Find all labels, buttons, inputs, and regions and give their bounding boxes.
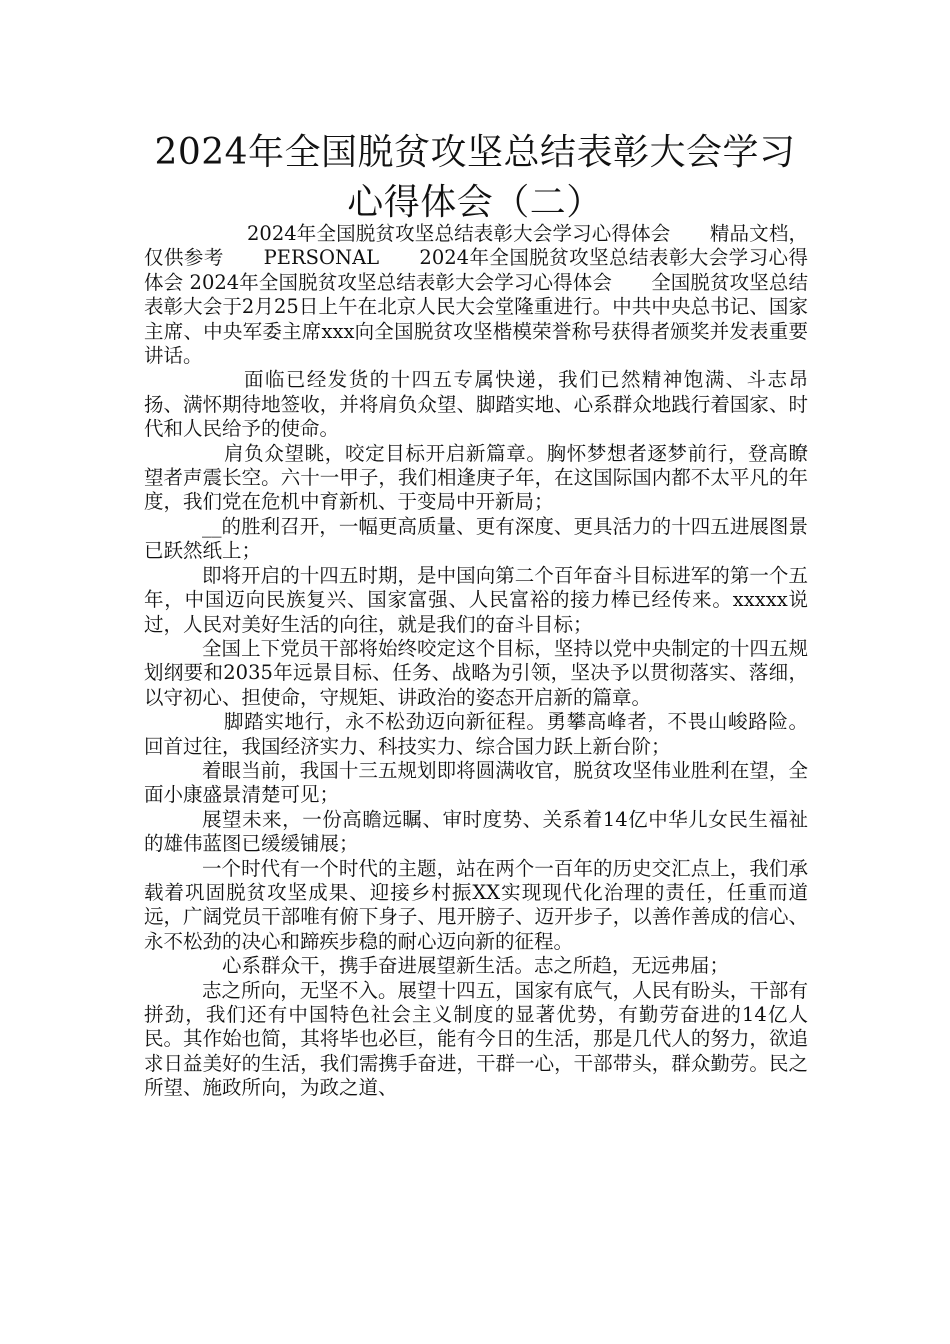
paragraph-10: 一个时代有一个时代的主题，站在两个一百年的历史交汇点上，我们承载着巩固脱贫攻坚成果、迎接乡村振XX实现现代化治理的责任，任重而道远，广阔党员干部唯有俯下身子、甩开膀子、迈开步子，以善作善成的信心、永不松劲的决心和蹄疾步稳的耐心迈向新的征程。	[144, 856, 808, 953]
paragraph-5: 即将开启的十四五时期，是中国向第二个百年奋斗目标进军的第一个五年，中国迈向民族复兴、国家富强、人民富裕的接力棒已经传来。xxxxx说过，人民对美好生活的向往，就是我们的奋斗目标；	[144, 563, 808, 636]
paragraph-4: __的胜利召开，一幅更高质量、更有深度、更具活力的十四五进展图景已跃然纸上；	[144, 514, 808, 563]
paragraph-1: 2024年全国脱贫攻坚总结表彰大会学习心得体会 精品文档，仅供参考 PERSONAL 2024年全国脱贫攻坚总结表彰大会学习心得体会 2024年全国脱贫攻坚总结表彰大会学习心得体会 全国脱贫攻坚总结表彰大会于2月25日上午在北京人民大会堂隆重进行。中共中央总书记、国家主席、中央军委主席xxx向全国脱贫攻坚楷模荣誉称号获得者颁奖并发表重要讲话。	[144, 222, 808, 368]
paragraph-7: 脚踏实地行，永不松劲迈向新征程。勇攀高峰者，不畏山峻路险。回首过往，我国经济实力、科技实力、综合国力跃上新台阶；	[144, 710, 808, 758]
paragraph-2: 面临已经发货的十四五专属快递，我们已然精神饱满、斗志昂扬、满怀期待地签收，并将肩负众望、脚踏实地、心系群众地践行着国家、时代和人民给予的使命。	[144, 368, 808, 441]
paragraph-11: 心系群众干，携手奋进展望新生活。志之所趋，无远弗届；	[222, 954, 730, 978]
paragraph-12: 志之所向，无坚不入。展望十四五，国家有底气，人民有盼头，干部有拼劲，我们还有中国特色社会主义制度的显著优势，有勤劳奋进的14亿人民。其作始也简，其将毕也必巨，能有今日的生活，那是几代人的努力，欲追求日益美好的生活，我们需携手奋进，干群一心，干部带头，群众勤劳。民之所望、施政所向，为政之道、	[144, 978, 808, 1100]
paragraph-8: 着眼当前，我国十三五规划即将圆满收官，脱贫攻坚伟业胜利在望，全面小康盛景清楚可见；	[144, 758, 808, 807]
paragraph-9: 展望未来，一份高瞻远瞩、审时度势、关系着14亿中华儿女民生福祉的雄伟蓝图已缓缓铺展；	[144, 807, 808, 856]
document-body	[144, 222, 808, 1101]
paragraph-3: 肩负众望眺，咬定目标开启新篇章。胸怀梦想者逐梦前行，登高瞭望者声震长空。六十一甲子，我们相逢庚子年，在这国际国内都不太平凡的年度，我们党在危机中育新机、于变局中开新局；	[144, 441, 808, 514]
document-title: 2024年全国脱贫攻坚总结表彰大会学习心得体会（二）	[154, 132, 796, 223]
paragraph-6: 全国上下党员干部将始终咬定这个目标，坚持以党中央制定的十四五规划纲要和2035年远景目标、任务、战略为引领，坚决予以贯彻落实、落细，以守初心、担使命，守规矩、讲政治的姿态开启新的篇章。	[144, 636, 808, 709]
